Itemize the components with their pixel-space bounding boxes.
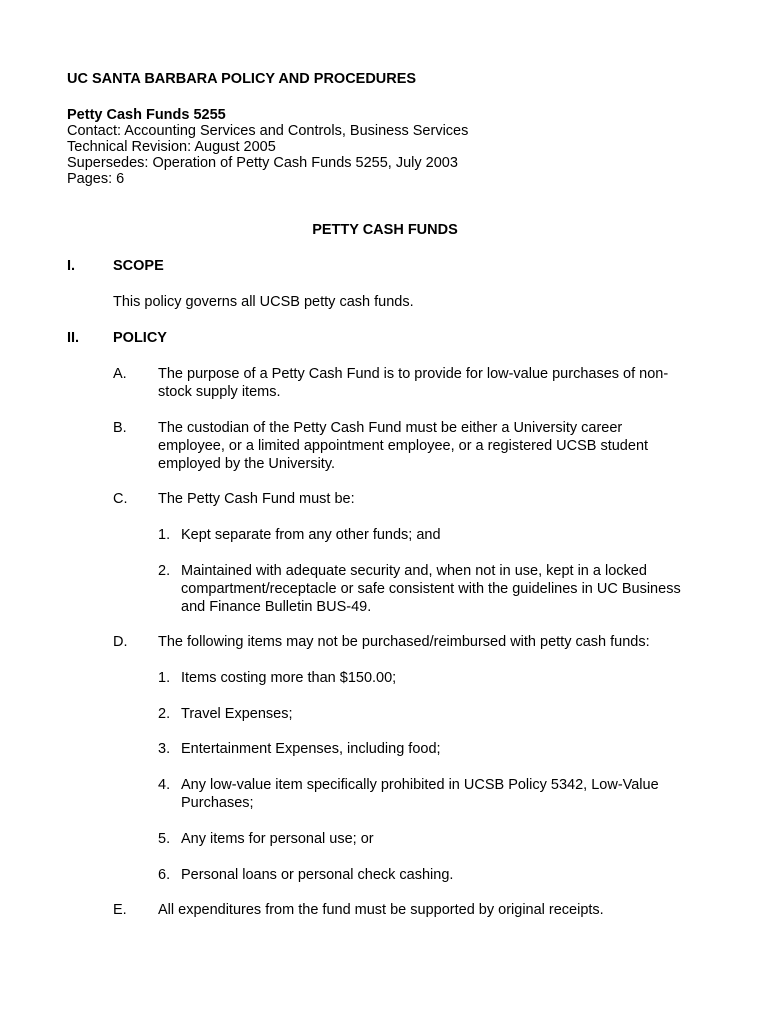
sub-item-number: 4. [158,777,171,793]
policy-item-text: employee, or a limited appointment employee, or a registered UCSB student [158,438,649,454]
policy-item-text: The Petty Cash Fund must be: [158,491,355,507]
sub-item-number: 1. [158,670,171,686]
policy-item-text: All expenditures from the fund must be supported by original receipts. [158,902,604,918]
sub-item-number: 1. [158,527,171,543]
sub-item-text: Travel Expenses; [181,706,293,722]
policy-item-text: stock supply items. [158,384,281,400]
policy-supersedes: Supersedes: Operation of Petty Cash Funds 5255, July 2003 [67,155,458,171]
section-numeral: I. [67,258,76,274]
policy-item-letter: B. [113,420,127,436]
sub-item-text: Purchases; [181,795,254,811]
sub-item-text: Items costing more than $150.00; [181,670,397,686]
sub-item-text: Maintained with adequate security and, when not in use, kept in a locked [181,563,647,579]
policy-item-text: The following items may not be purchased/reimbursed with petty cash funds: [158,634,650,650]
section-heading-policy: POLICY [113,330,167,346]
sub-item-text: Any low-value item specifically prohibited in UCSB Policy 5342, Low-Value [181,777,659,793]
policy-item-text: The purpose of a Petty Cash Fund is to provide for low-value purchases of non- [158,366,669,382]
sub-item-text: Personal loans or personal check cashing. [181,867,454,883]
scope-text: This policy governs all UCSB petty cash funds. [113,294,414,310]
sub-item-number: 3. [158,741,171,757]
policy-revision: Technical Revision: August 2005 [67,139,276,155]
policy-contact: Contact: Accounting Services and Controls, Business Services [67,123,469,139]
sub-item-number: 2. [158,563,171,579]
sub-item-number: 6. [158,867,171,883]
sub-item-text: and Finance Bulletin BUS-49. [181,599,372,615]
sub-item-text: Any items for personal use; or [181,831,374,847]
section-numeral: II. [67,330,80,346]
sub-item-text: compartment/receptacle or safe consistent with the guidelines in UC Business [181,581,681,597]
policy-item-text: The custodian of the Petty Cash Fund must be either a University career [158,420,623,436]
policy-item-letter: C. [113,491,128,507]
policy-item-letter: D. [113,634,128,650]
sub-item-text: Entertainment Expenses, including food; [181,741,441,757]
document-header-title: UC SANTA BARBARA POLICY AND PROCEDURES [67,71,417,87]
policy-pages: Pages: 6 [67,171,125,187]
sub-item-number: 5. [158,831,171,847]
policy-name: Petty Cash Funds 5255 [67,107,226,123]
sub-item-number: 2. [158,706,171,722]
policy-item-letter: A. [113,366,127,382]
policy-item-text: employed by the University. [158,456,336,472]
document-title: PETTY CASH FUNDS [312,222,458,238]
policy-item-letter: E. [113,902,127,918]
sub-item-text: Kept separate from any other funds; and [181,527,441,543]
section-heading-scope: SCOPE [113,258,164,274]
